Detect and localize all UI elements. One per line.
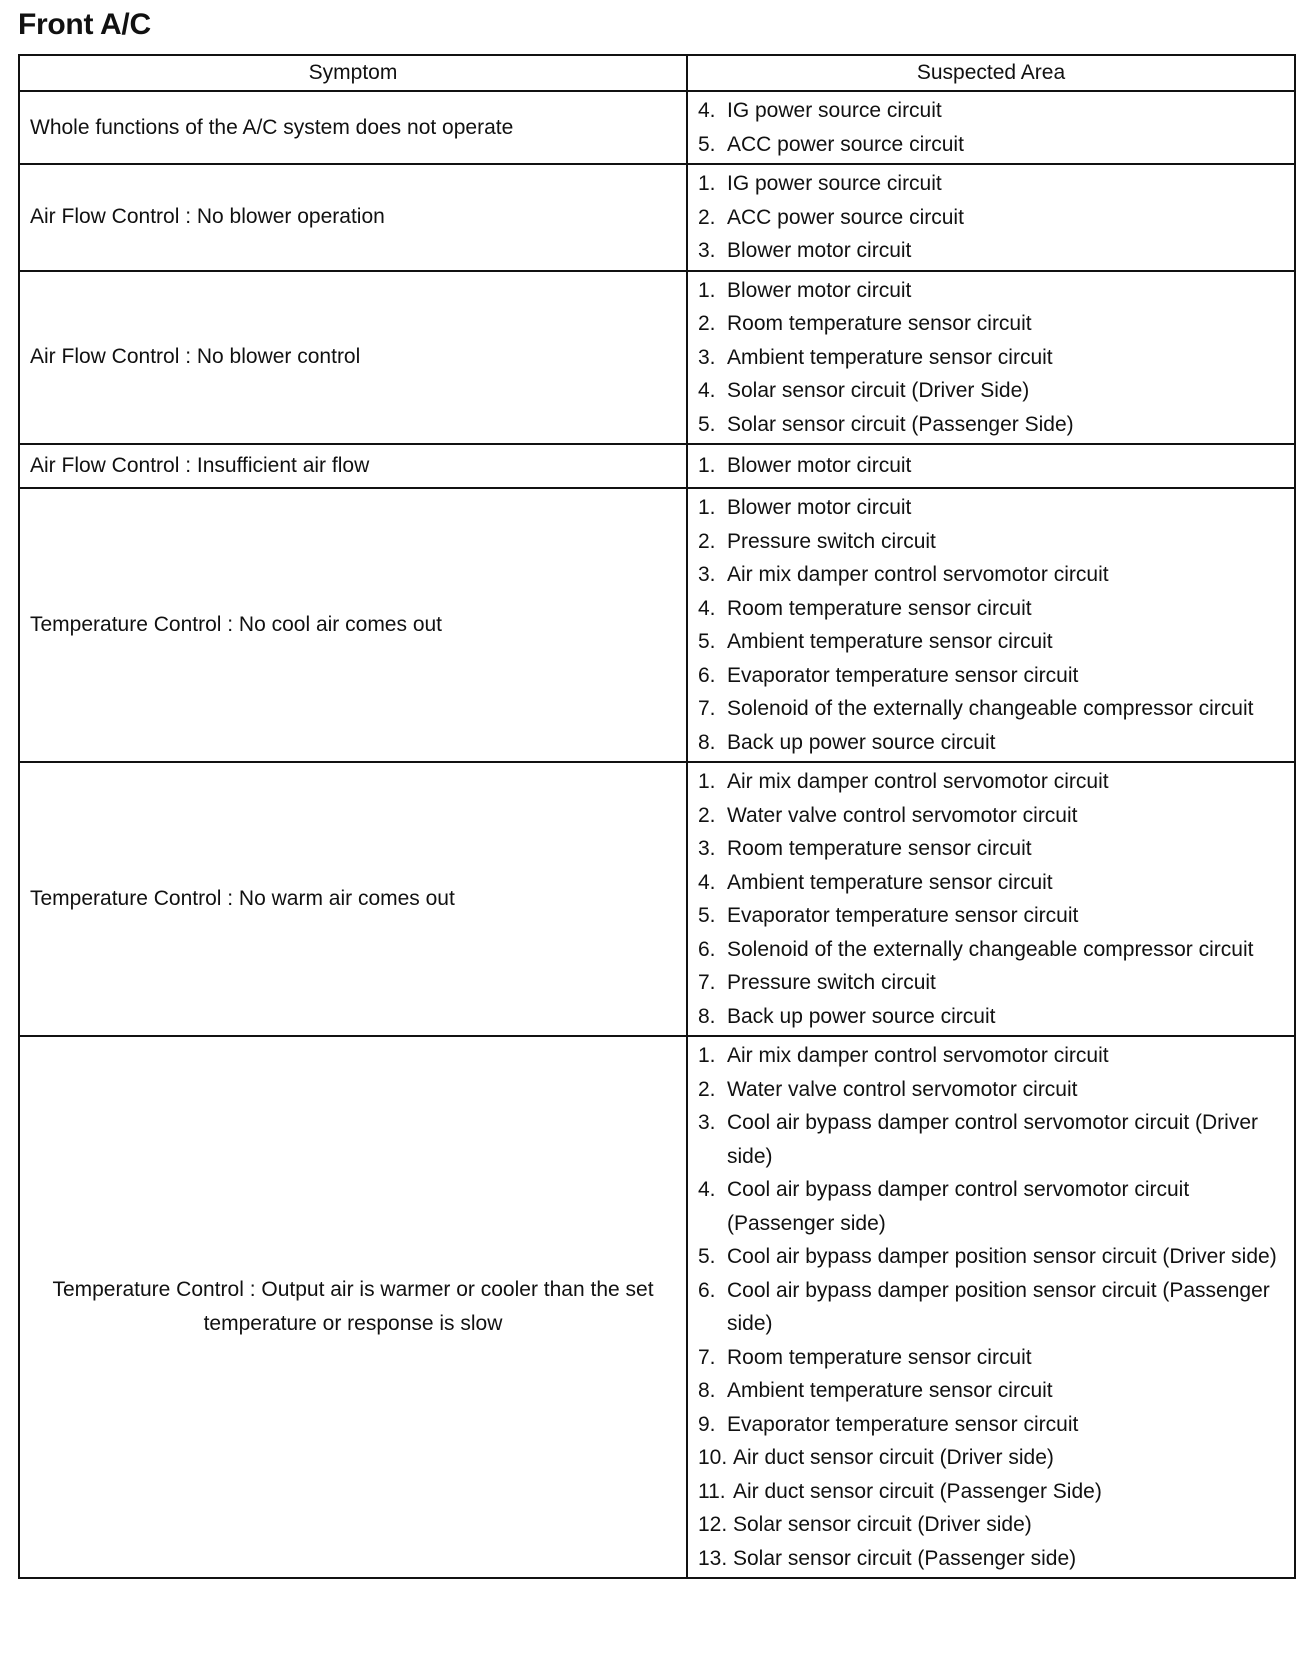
item-text: Room temperature sensor circuit <box>727 1345 1032 1369</box>
item-text: Air duct sensor circuit (Driver side) <box>733 1446 1054 1469</box>
item-number: 11. <box>698 1479 726 1503</box>
item-text: Water valve control servomotor circuit <box>727 803 1078 827</box>
item-number: 5. <box>698 132 716 156</box>
item-number: 3. <box>698 837 716 860</box>
item-number: 6. <box>698 1278 716 1302</box>
item-text: Blower motor circuit <box>727 454 912 478</box>
item-text: Cool air bypass damper position sensor circuit (Passenger side) <box>727 1278 1270 1335</box>
list-item <box>698 659 1286 693</box>
item-number: 2. <box>698 1077 716 1101</box>
item-number: 1. <box>698 496 716 519</box>
list-item <box>698 491 1286 525</box>
symptom-text: Temperature Control : No cool air comes out <box>30 613 443 636</box>
suspected-area-cell <box>687 488 1295 762</box>
item-number: 3. <box>698 1111 716 1134</box>
item-text: Ambient temperature sensor circuit <box>727 1379 1053 1402</box>
symptom-text: Air Flow Control : No blower control <box>30 345 361 369</box>
item-text: Blower motor circuit <box>727 239 912 262</box>
item-number: 5. <box>698 412 716 436</box>
symptom-cell <box>19 762 687 1036</box>
table-row <box>19 1036 1295 1578</box>
list-item <box>698 558 1286 592</box>
item-number: 9. <box>698 1412 716 1436</box>
item-number: 4. <box>698 870 716 894</box>
item-text: Ambient temperature sensor circuit <box>727 345 1053 369</box>
list-item <box>698 408 1286 442</box>
suspected-area-list <box>698 449 1286 483</box>
suspected-area-cell <box>687 762 1295 1036</box>
item-number: 8. <box>698 1004 716 1028</box>
column-header-symptom: Symptom <box>19 55 687 91</box>
item-text: Cool air bypass damper control servomotor circuit (Driver side) <box>727 1111 1258 1168</box>
item-text: Evaporator temperature sensor circuit <box>727 1412 1079 1436</box>
symptom-text: Whole functions of the A/C system does not operate <box>30 115 514 139</box>
item-text: Air duct sensor circuit (Passenger Side) <box>733 1479 1102 1503</box>
item-number: 6. <box>698 937 716 961</box>
suspected-area-cell <box>687 164 1295 271</box>
table-row <box>19 762 1295 1036</box>
symptom-text: Temperature Control : No warm air comes out <box>30 887 455 910</box>
suspected-area-list <box>698 1039 1286 1575</box>
column-header-suspected-area: Suspected Area <box>687 55 1295 91</box>
table-header-row <box>19 55 1295 91</box>
table-row <box>19 444 1295 488</box>
item-text: Cool air bypass damper control servomotor circuit (Passenger side) <box>727 1178 1190 1235</box>
item-text: Air mix damper control servomotor circuit <box>727 770 1109 793</box>
suspected-area-list <box>698 167 1286 268</box>
symptom-text: Air Flow Control : No blower operation <box>30 205 385 229</box>
item-number: 4. <box>698 379 716 402</box>
item-number: 1. <box>698 278 716 302</box>
item-number: 3. <box>698 563 716 586</box>
symptom-cell <box>19 271 687 445</box>
item-text: Room temperature sensor circuit <box>727 312 1032 335</box>
item-number: 1. <box>698 1044 716 1067</box>
item-number: 8. <box>698 730 716 754</box>
item-number: 5. <box>698 630 716 653</box>
item-text: Water valve control servomotor circuit <box>727 1077 1078 1101</box>
list-item <box>698 307 1286 341</box>
item-text: Room temperature sensor circuit <box>727 596 1032 620</box>
list-item <box>698 1106 1286 1173</box>
suspected-area-cell <box>687 271 1295 445</box>
suspected-area-cell <box>687 91 1295 164</box>
symptom-cell <box>19 444 687 488</box>
item-number: 3. <box>698 239 716 262</box>
item-text: Cool air bypass damper position sensor circuit (Driver side) <box>727 1245 1277 1268</box>
list-item <box>698 341 1286 375</box>
item-text: Pressure switch circuit <box>727 529 936 553</box>
list-item <box>698 1508 1286 1542</box>
table-row <box>19 91 1295 164</box>
item-text: Ambient temperature sensor circuit <box>727 630 1053 653</box>
item-number: 2. <box>698 312 716 335</box>
list-item <box>698 1173 1286 1240</box>
item-number: 4. <box>698 596 716 620</box>
item-text: Solar sensor circuit (Driver side) <box>733 1513 1032 1536</box>
item-number: 7. <box>698 697 716 720</box>
list-item <box>698 1408 1286 1442</box>
list-item <box>698 1341 1286 1375</box>
item-number: 4. <box>698 99 716 122</box>
list-item <box>698 94 1286 128</box>
item-text: IG power source circuit <box>727 99 942 122</box>
list-item <box>698 128 1286 162</box>
list-item <box>698 449 1286 483</box>
symptom-table <box>18 54 1296 1579</box>
item-text: Solar sensor circuit (Passenger Side) <box>727 412 1074 436</box>
suspected-area-list <box>698 94 1286 161</box>
list-item <box>698 1542 1286 1576</box>
item-text: ACC power source circuit <box>727 132 964 156</box>
item-number: 8. <box>698 1379 716 1402</box>
item-number: 1. <box>698 454 716 478</box>
list-item <box>698 726 1286 760</box>
list-item <box>698 933 1286 967</box>
item-text: Back up power source circuit <box>727 1004 996 1028</box>
item-number: 12. <box>698 1513 728 1536</box>
list-item <box>698 899 1286 933</box>
symptom-text: Air Flow Control : Insufficient air flow <box>30 454 370 477</box>
item-number: 1. <box>698 172 716 195</box>
table-body <box>19 91 1295 1578</box>
item-number: 13. <box>698 1546 728 1570</box>
item-text: ACC power source circuit <box>727 205 964 229</box>
item-number: 5. <box>698 1245 716 1268</box>
symptom-cell <box>19 91 687 164</box>
item-number: 2. <box>698 529 716 553</box>
item-text: Evaporator temperature sensor circuit <box>727 663 1079 687</box>
list-item <box>698 966 1286 1000</box>
item-text: Solar sensor circuit (Driver Side) <box>727 379 1030 402</box>
item-text: Blower motor circuit <box>727 278 912 302</box>
item-text: Blower motor circuit <box>727 496 912 519</box>
table-row <box>19 488 1295 762</box>
item-text: Air mix damper control servomotor circuit <box>727 1044 1109 1067</box>
item-text: Room temperature sensor circuit <box>727 837 1032 860</box>
item-number: 2. <box>698 803 716 827</box>
item-number: 1. <box>698 770 716 793</box>
list-item <box>698 1039 1286 1073</box>
item-text: Solenoid of the externally changeable compressor circuit <box>727 937 1254 961</box>
item-text: Solar sensor circuit (Passenger side) <box>733 1546 1077 1570</box>
list-item <box>698 832 1286 866</box>
suspected-area-list <box>698 491 1286 759</box>
page-title: Front A/C <box>18 8 151 41</box>
table-row <box>19 271 1295 445</box>
item-number: 5. <box>698 904 716 927</box>
item-text: Pressure switch circuit <box>727 971 936 994</box>
item-text: Ambient temperature sensor circuit <box>727 870 1053 894</box>
list-item <box>698 201 1286 235</box>
list-item <box>698 1073 1286 1107</box>
list-item <box>698 374 1286 408</box>
list-item <box>698 1374 1286 1408</box>
item-number: 10. <box>698 1446 728 1469</box>
list-item <box>698 866 1286 900</box>
item-number: 4. <box>698 1178 716 1201</box>
list-item <box>698 692 1286 726</box>
item-text: Solenoid of the externally changeable compressor circuit <box>727 697 1254 720</box>
item-number: 3. <box>698 345 716 369</box>
suspected-area-list <box>698 765 1286 1033</box>
item-number: 2. <box>698 205 716 229</box>
item-text: IG power source circuit <box>727 172 942 195</box>
item-number: 7. <box>698 971 716 994</box>
symptom-cell <box>19 488 687 762</box>
symptom-text: Temperature Control : Output air is warmer or cooler than the set temperature or response is slow <box>52 1278 654 1335</box>
list-item <box>698 1441 1286 1475</box>
item-text: Evaporator temperature sensor circuit <box>727 904 1079 927</box>
item-number: 7. <box>698 1345 716 1369</box>
suspected-area-cell <box>687 1036 1295 1578</box>
item-text: Back up power source circuit <box>727 730 996 754</box>
item-number: 6. <box>698 663 716 687</box>
list-item <box>698 625 1286 659</box>
symptom-cell <box>19 164 687 271</box>
list-item <box>698 592 1286 626</box>
suspected-area-list <box>698 274 1286 442</box>
suspected-area-cell <box>687 444 1295 488</box>
list-item <box>698 1000 1286 1034</box>
list-item <box>698 1240 1286 1274</box>
list-item <box>698 1475 1286 1509</box>
list-item <box>698 234 1286 268</box>
table-row <box>19 164 1295 271</box>
item-text: Air mix damper control servomotor circuit <box>727 563 1109 586</box>
list-item <box>698 799 1286 833</box>
list-item <box>698 765 1286 799</box>
list-item <box>698 525 1286 559</box>
list-item <box>698 167 1286 201</box>
symptom-cell <box>19 1036 687 1578</box>
list-item <box>698 274 1286 308</box>
list-item <box>698 1274 1286 1341</box>
